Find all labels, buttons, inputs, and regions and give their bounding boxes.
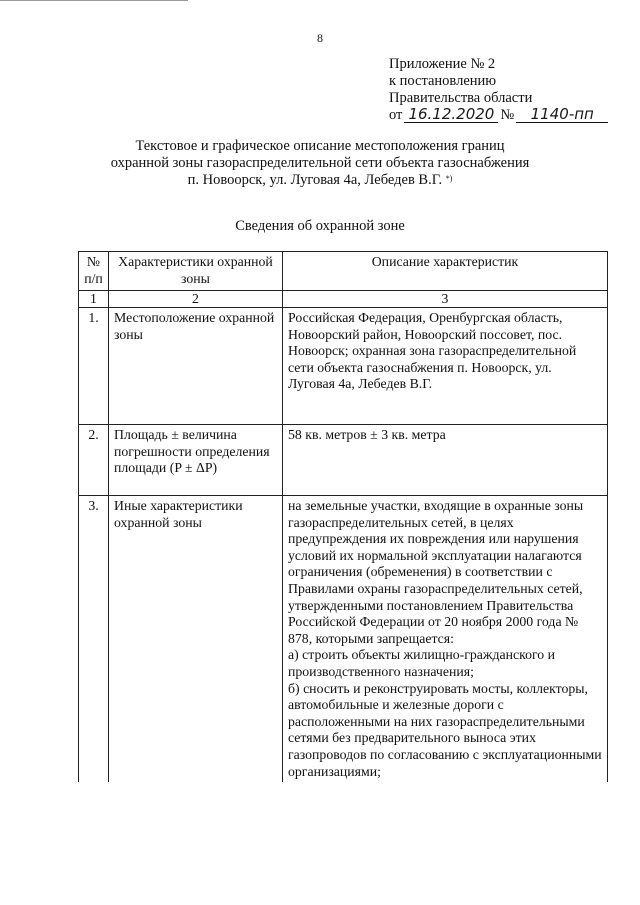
appendix-line-1: Приложение № 2 — [389, 56, 496, 72]
section-title: Сведения об охранной зоне — [235, 218, 405, 234]
table-row — [79, 425, 608, 496]
table-row — [79, 308, 608, 425]
row-number: 1. — [79, 308, 109, 425]
row-characteristic: Местоположение охранной зоны — [109, 308, 283, 425]
row-characteristic: Иные характеристики охранной зоны — [109, 496, 283, 783]
protection-zone-table — [78, 251, 608, 782]
column-number: 2 — [109, 291, 283, 308]
column-number: 3 — [283, 291, 608, 308]
row-characteristic: Площадь ± величина погрешности определения площади (P ± ΔP) — [109, 425, 283, 496]
document-title — [100, 138, 540, 189]
title-line-2: охранной зоны газораспределительной сети объекта газоснабжения — [110, 155, 530, 171]
date-prefix: от — [389, 107, 403, 123]
appendix-line-2: к постановлению — [389, 73, 497, 89]
top-rule — [0, 0, 188, 1]
page-number: 8 — [317, 31, 323, 45]
title-line-3-text: п. Новоорск, ул. Луговая 4а, Лебедев В.Г. — [187, 172, 443, 188]
header-number: № п/п — [79, 252, 109, 291]
column-number-row — [79, 291, 608, 308]
row-description: Российская Федерация, Оренбургская область, Новоорский район, Новоорский поссовет, пос. Новоорск; охранная зона газораспределительной сети объекта газоснабжения п. Новоорск, ул. Луговая 4а, Лебедев В.Г. — [283, 308, 608, 425]
number-sign: № — [500, 107, 515, 123]
handwritten-number: 1140-пп — [516, 107, 608, 123]
column-number: 1 — [79, 291, 109, 308]
title-line-3 — [100, 172, 540, 189]
header-characteristic: Характеристики охранной зоны — [109, 252, 283, 291]
table-row — [79, 496, 608, 783]
title-line-1: Текстовое и графическое описание местоположения границ — [135, 138, 505, 154]
footnote-mark: *) — [445, 174, 453, 183]
row-number: 2. — [79, 425, 109, 496]
appendix-block — [389, 56, 610, 124]
handwritten-date: 16.12.2020 — [404, 107, 498, 123]
restriction-item-a: а) строить объекты жилищно-гражданского и производственного назначения; — [288, 647, 556, 679]
row-description: 58 кв. метров ± 3 кв. метра — [283, 425, 608, 496]
appendix-line-3: Правительства области — [389, 90, 533, 106]
row-description: на земельные участки, входящие в охранные зоны газораспределительных сетей, в целях предупреждения их повреждения или нарушения условий их нормальной эксплуатации налагаются ограничения (обременения) в соответствии с Правилами охраны газораспределительных сетей, утвержденными постановлением Правительства Российской Федерации от 20 ноября 2000 года № 878, которыми запрещается: — [288, 498, 584, 646]
row-description-cell — [283, 496, 608, 783]
restriction-item-b: б) сносить и реконструировать мосты, коллекторы, автомобильные и железные дороги с расположенными на них газораспределительными сетями без предварительного выноса этих газопроводов по согласованию с эксплуатационными организациями; — [288, 680, 602, 779]
appendix-date-line — [389, 107, 610, 124]
header-description: Описание характеристик — [283, 252, 608, 291]
row-number: 3. — [79, 496, 109, 783]
table-header-row — [79, 252, 608, 291]
